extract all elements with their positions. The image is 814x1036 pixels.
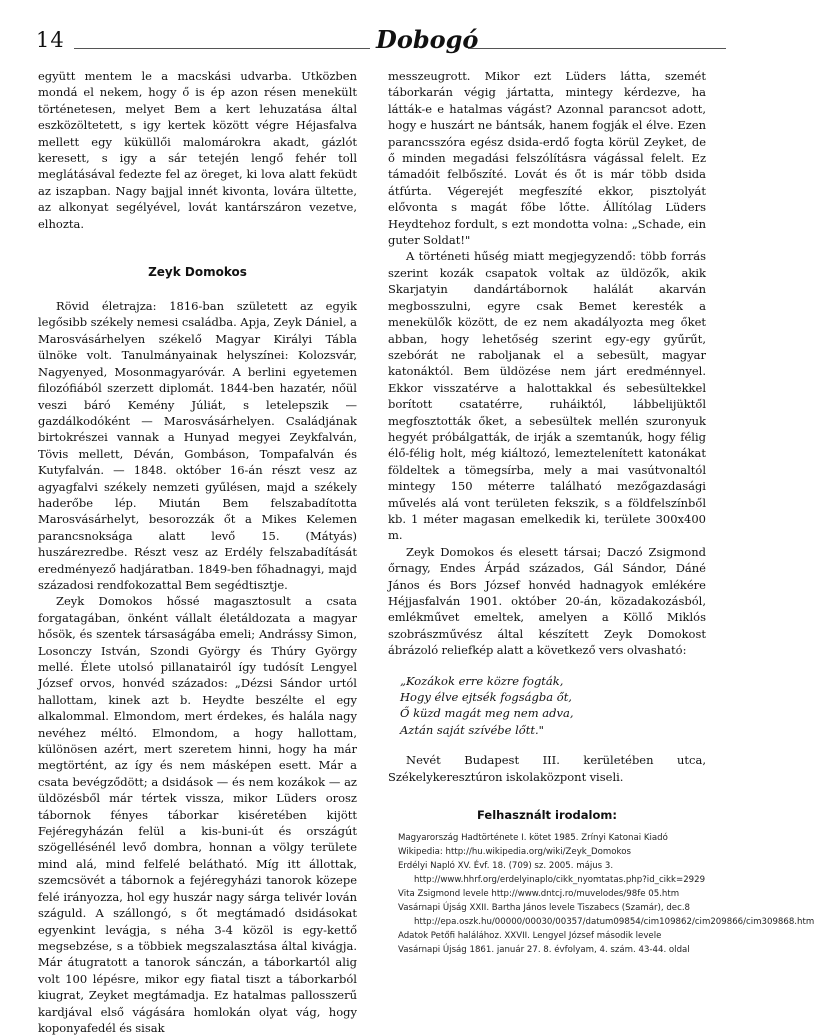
header-rule-right <box>468 48 726 49</box>
reference-item: Vasárnapi Újság 1861. január 27. 8. évfolyam, 4. szám. 43-44. oldal <box>398 945 690 956</box>
reference-item: Vita Zsigmond levele http://www.dntcj.ro/muvelodes/98fe 05.htm <box>398 889 680 900</box>
poem-line: „Kozákok erre közre fogták, <box>400 673 564 688</box>
right-paragraph-2: A történeti hűség miatt megjegyzendő: több forrás szerint kozák csapatok voltak az üldözők, akik Skarjatyin dandártábornok halálát akarván megbosszulni, egyre csak Bemet keresték a menekülők között, de ez nem akadályozta meg őket abban, hogy lehetőség szerint egy-egy gyűrűt, szebórát ne raboljanak el a sebesült, magyar katonáktól. Bem üldözése nem járt eredménnyel. Ekkor visszatérve a halottakkal és sebesültekkel borított csatatérre, ruháiktól, lábbelijüktől megfosztották őket, a sebesültek mellén szuronyuk hegyét próbálgatták, de irják a szemtanúk, hogy félig élő-félig holt, még kiáltozó, lemeztelenített katonákat földeltek a tömegsírba, mely a mai vasútvonaltól mintegy 150 méterre található mezőgazdasági művelés alá vont területen fekszik, s a földfelszínből kb. 1 méter magasan emelkedik ki, területe 300x400 m. <box>388 249 706 543</box>
right-paragraph-1: messzeugrott. Mikor ezt Lüders látta, szemét táborkarán végig jártatta, mintegy kérdezve, ha látták-e e hatalmas vágást? Azonnal parancsot adott, hogy e huszárt ne bántsák, hanem fogják el élve. Ezen parancsszóra egész dsida-erdő fogta körül Zeyket, de ő minden megadási felszólításra vágással felelt. Ez támadóit felbőszíté. Lovát és őt is már több dsida átfúrta. Végerejét megfeszíté ekkor, pisztolyát elővonta s magát főbe lőtte. Állítólag Lüders Heydtehoz fordult, s ezt mondotta volna: „Schade, ein guter Soldat!" <box>388 69 706 248</box>
poem-line: Aztán saját szívébe lőtt." <box>400 722 544 737</box>
left-paragraph-1: együtt mentem le a macskási udvarba. Utközben mondá el nekem, hogy ő is ép azon résen menekült történetesen, melyet Bem a kert lehuzatása által eszközöltetett, s igy kertek között végre Héjasfalva mellett egy küküllői malomárokra akadt, gázlót keresett, s igy a sár tetején lengő fehér toll meglátásával fedezte fel az öreget, ki lova alatt feküdt az iszapban. Nagy bajjal innét kivonta, lovára ültette, az alkonyat segélyével, lovát kantárszáron vezetve, elhozta. <box>38 69 357 231</box>
references-title: Felhasznált irodalom: <box>477 808 617 823</box>
left-paragraph-3: Zeyk Domokos hőssé magasztosult a csata forgatagában, önként vállalt életáldozata a magyar hősök, és szentek társaságába emeli; Andrássy Simon, Losonczy István, Szondi György és Thúry György mellé. Élete utolsó pillanatairól így tudósít Lengyel József orvos, honvéd százados: „Dézsi Sándor urtól hallottam, kinek azt b. Heydte beszélte el egy alkalommal. Elmondom, mert érdekes, és halála nagy nevéhez méltó. Elmondom, a hogy hallottam, különösen azért, mert szeretem hinni, hogy ha már megtörtént, az így és nem másképen esett. Már a csata bevégződött; a dsidások — és nem kozákok — az üldözésből már tértek vissza, mikor Lüders orosz tábornok fényes táborkar kiséretében kijött Fejéregyházán felül a kis-buni-út és országút szögellésénél levő dombra, honnan a völgy területe mind alá, mind felfelé belátható. Míg itt állottak, szemcsövét a tábornok a fejéregyházi tanorok közepe felé irányozza, hol egy huszár nagy sárga telivér lován száguld. A szállongó, s őt megtámadó dsidásokat egyenkint levágja, s néha 3-4 közöl is egy-kettő megsebzése, s a többiek megszalasztása által kivágja. Már átugratott a tanorok sánczán, a táborkartól alig volt 100 lépésre, mikor egy fiatal tiszt a táborkarból kiugrat, Zeyket megtámadja. Ez hatalmas pallosszerű kardjával első vágására homlokán olyat vág, hogy koponyafedél és sisak <box>38 594 357 1035</box>
section-title: Zeyk Domokos <box>148 265 247 280</box>
poem-line: Hogy élve ejtsék fogságba őt, <box>400 690 572 705</box>
reference-item: Wikipedia: http://hu.wikipedia.org/wiki/Zeyk_Domokos <box>398 847 631 858</box>
poem-line: Ő küzd magát meg nem adva, <box>400 706 574 721</box>
header-rule-left <box>74 48 370 49</box>
page-number: 14 <box>36 28 65 52</box>
right-column <box>388 68 814 957</box>
left-paragraph-2: Rövid életrajza: 1816-ban született az egyik legősibb székely nemesi családba. Apja, Zeyk Dániel, a Marosvásárhelyen székelő Magyar Királyi Tábla ülnöke volt. Tanulmányainak helyszínei: Kolozsvár, Nagyenyed, Mosonmagyaróvár. A berlini egyetemen filozófiából szerzett diplomát. 1844-ben hazatér, nőül veszi báró Kemény Júliát, s letelepszik — gazdálkodóként — Marosvásárhelyen. Családjának birtokrészei vannak a Hunyad megyei Zeykfalván, Tövis mellett, Déván, Gombáson, Tompafalván és Kutyfalván. — 1848. október 16-án részt vesz az agyagfalvi székely nemzeti gyűlésen, majd a székely haderőbe lép. Miután Bem felszabadította Marosvásárhelyt, besorozzák őt a Mikes Kelemen parancsnoksága alatt levő 15. (Mátyás) huszárezredbe. Részt vesz az Erdély felszabadítását eredményező hadjáratban. 1849-ben főhadnagyi, majd századosi rendfokozattal Bem segédtisztje. <box>38 299 357 592</box>
reference-item: Erdélyi Napló XV. Évf. 18. (709) sz. 2005. május 3. <box>398 861 614 872</box>
left-column <box>38 68 357 1036</box>
reference-item: http://epa.oszk.hu/00000/00030/00357/datum09854/cim109862/cim209866/cim309868.htm <box>414 917 814 928</box>
reference-item: Vasárnapi Újság XXII. Bartha János levele Tiszabecs (Szamár), dec.8 <box>398 903 691 914</box>
page-header <box>36 25 726 58</box>
reference-item: http://www.hhrf.org/erdelyinaplo/cikk_nyomtatas.php?id_cikk=2929 <box>414 875 706 886</box>
masthead-title: Dobogó <box>376 25 479 54</box>
reference-item: Magyarország Hadtörténete I. kötet 1985. Zrínyi Katonai Kiadó <box>398 833 668 844</box>
memorial-poem <box>388 673 706 739</box>
reference-item: Adatok Petőfi halálához. XXVII. Lengyel József második levele <box>398 931 662 942</box>
right-paragraph-4: Nevét Budapest III. kerületében utca, Székelykeresztúron iskolaközpont viseli. <box>388 753 706 784</box>
right-paragraph-3: Zeyk Domokos és elesett társai; Daczó Zsigmond őrnagy, Endes Árpád százados, Gál Sándor, Dáné János és Bors József honvéd hadnagyok emlékére Héjjasfalván 1901. október 20-án, közadakozásból, emlékművet emeltek, amelyen a Köllő Miklós szobrászművész által készített Zeyk Domokost ábrázoló reliefkép alatt a következő vers olvasható: <box>388 544 706 658</box>
references-list <box>388 831 814 957</box>
